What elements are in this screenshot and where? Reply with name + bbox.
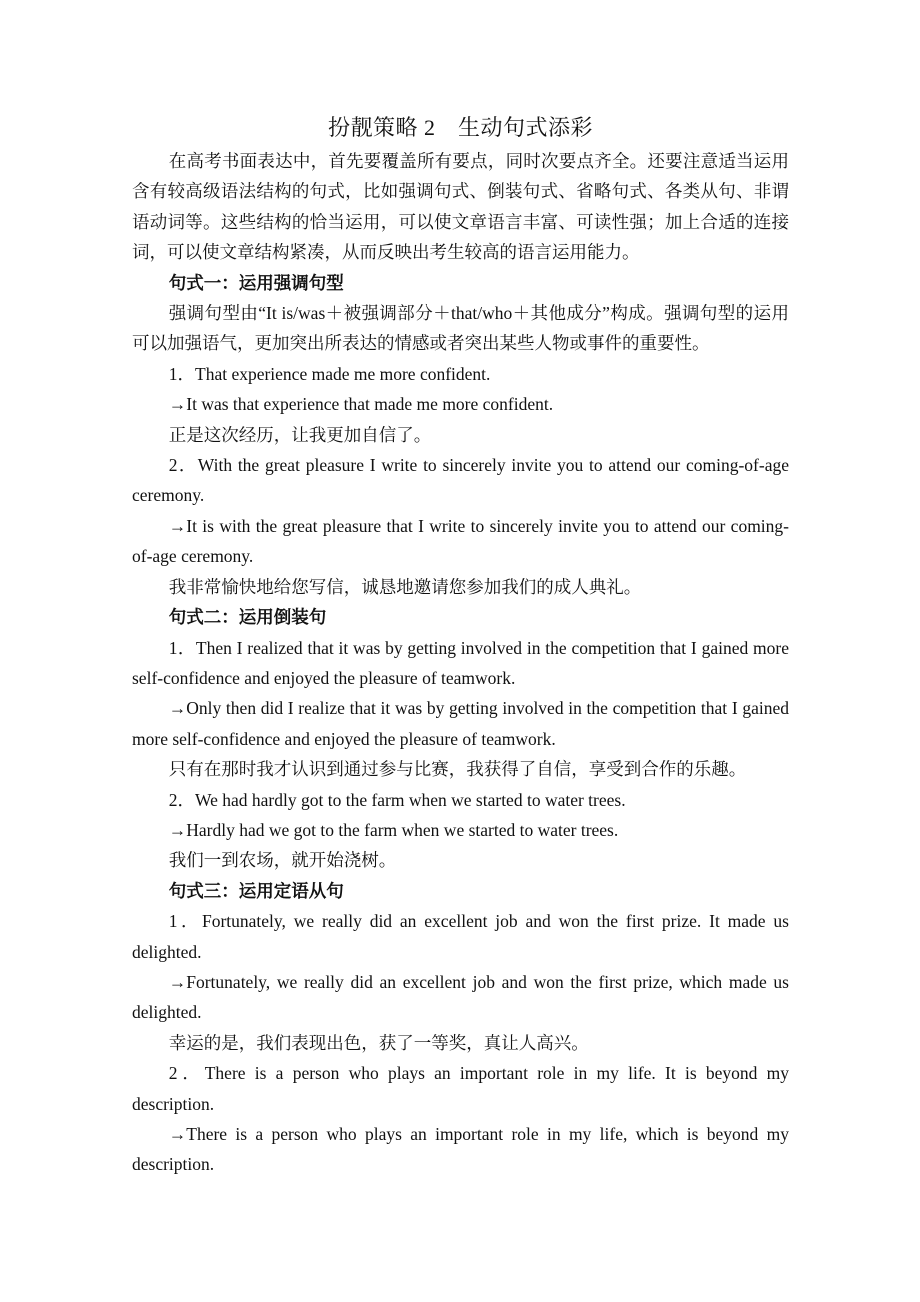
section-heading: 句式三：运用定语从句 xyxy=(168,880,344,901)
example-rewrite: →It is with the great pleasure that I write to sincerely invite you to attend our coming-of-age ceremony. xyxy=(132,515,789,567)
section-description: 强调句型由“It is/was＋被强调部分＋that/who＋其他成分”构成。强调句型的运用可以加强语气，更加突出所表达的情感或者突出某些人物或事件的重要性。 xyxy=(132,303,789,354)
example-rewrite: →There is a person who plays an important role in my life, which is beyond my description. xyxy=(132,1124,789,1175)
intro-paragraph: 在高考书面表达中，首先要覆盖所有要点，同时次要点齐全。还要注意适当运用含有较高级语法结构的句式，比如强调句式、倒装句式、省略句式、各类从句、非谓语动词等。这些结构的恰当运用，可以使文章语言丰富、可读性强；加上合适的连接词，可以使文章结构紧凑，从而反映出考生较高的语言运用能力。 xyxy=(132,151,789,263)
example-original: 2．With the great pleasure I write to sincerely invite you to attend our coming-of-age ceremony. xyxy=(132,455,789,506)
example-translation: 我们一到农场，就开始浇树。 xyxy=(168,850,397,871)
example-translation: 正是这次经历，让我更加自信了。 xyxy=(168,424,432,445)
example-original: 2．There is a person who plays an important role in my life. It is beyond my description. xyxy=(132,1063,789,1114)
page-title: 扮靓策略 2 生动句式添彩 xyxy=(327,115,593,140)
example-rewrite: →Fortunately, we really did an excellent job and won the first prize, which made us delighted. xyxy=(132,971,789,1023)
example-original: 1．Fortunately, we really did an excellent job and won the first prize. It made us delighted. xyxy=(132,911,789,962)
section-heading: 句式一：运用强调句型 xyxy=(168,272,344,293)
example-rewrite: →Only then did I realize that it was by getting involved in the competition that I gained more self-confidence and enjoyed the pleasure of teamwork. xyxy=(132,698,789,749)
example-translation: 我非常愉快地给您写信，诚恳地邀请您参加我们的成人典礼。 xyxy=(168,576,642,597)
example-translation: 只有在那时我才认识到通过参与比赛，我获得了自信，享受到合作的乐趣。 xyxy=(168,759,747,780)
example-original: 1．Then I realized that it was by getting involved in the competition that I gained more self-confidence and enjoyed the pleasure of teamwork. xyxy=(132,637,789,688)
example-original: 2．We had hardly got to the farm when we started to water trees. xyxy=(168,789,626,810)
example-original: 1．That experience made me more confident. xyxy=(168,363,491,384)
section-heading: 句式二：运用倒装句 xyxy=(168,607,327,628)
example-rewrite: →It was that experience that made me more confident. xyxy=(168,394,554,415)
document-page xyxy=(132,112,789,1180)
example-translation: 幸运的是，我们表现出色，获了一等奖，真让人高兴。 xyxy=(168,1032,589,1053)
example-rewrite: →Hardly had we got to the farm when we started to water trees. xyxy=(168,819,619,840)
